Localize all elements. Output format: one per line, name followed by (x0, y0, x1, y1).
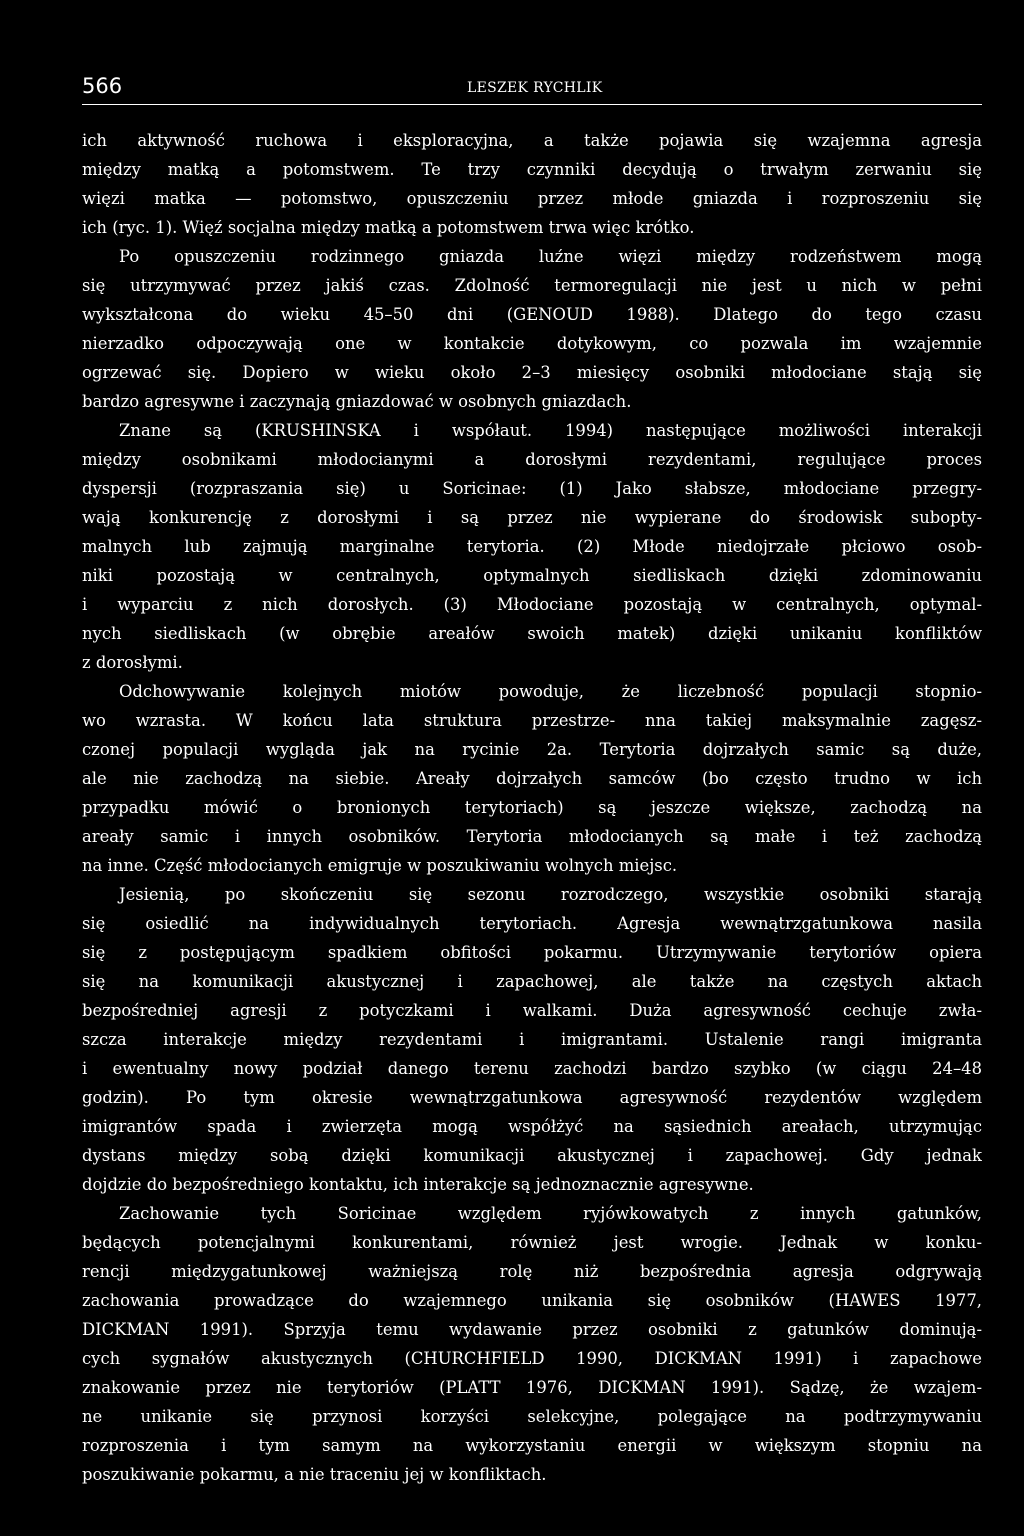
text-line: rozproszenia i tym samym na wykorzystaniu energii w większym stopniu na (82, 1436, 982, 1455)
text-line: czonej populacji wygląda jak na rycinie 2a. Terytoria dojrzałych samic są duże, (82, 740, 982, 759)
text-line: dojdzie do bezpośredniego kontaktu, ich interakcje są jednoznacznie agresywne. (82, 1175, 754, 1194)
text-line: wo wzrasta. W końcu lata struktura przestrze- nna takiej maksymalnie zagęsz- (82, 711, 982, 730)
text-line: z dorosłymi. (82, 653, 183, 672)
text-line: wykształcona do wieku 45–50 dni (GENOUD 1988). Dlatego do tego czasu (82, 305, 982, 324)
text-line: nierzadko odpoczywają one w kontakcie dotykowym, co pozwala im wzajemnie (82, 334, 982, 353)
text-line: niki pozostają w centralnych, optymalnych siedliskach dzięki zdominowaniu (82, 566, 982, 585)
text-line: Po opuszczeniu rodzinnego gniazda luźne więzi między rodzeństwem mogą (119, 247, 982, 266)
text-line: na inne. Część młodocianych emigruje w poszukiwaniu wolnych miejsc. (82, 856, 678, 875)
text-line: ich (ryc. 1). Więź socjalna między matką a potomstwem trwa więc krótko. (82, 218, 695, 237)
text-line: ne unikanie się przynosi korzyści selekcyjne, polegające na podtrzymywaniu (82, 1407, 982, 1426)
page-header (82, 72, 982, 105)
text-line: szcza interakcje między rezydentami i imigrantami. Ustalenie rangi imigranta (82, 1030, 982, 1049)
text-line: malnych lub zajmują marginalne terytoria. (2) Młode niedojrzałe płciowo osob- (82, 537, 982, 556)
text-line: cych sygnałów akustycznych (CHURCHFIELD 1990, DICKMAN 1991) i zapachowe (82, 1349, 982, 1368)
text-line: wają konkurencję z dorosłymi i są przez nie wypierane do środowisk subopty- (82, 508, 982, 527)
running-head: LESZEK RYCHLIK (467, 80, 603, 96)
text-line: i ewentualny nowy podział danego terenu zachodzi bardzo szybko (w ciągu 24–48 (82, 1059, 982, 1078)
text-line: się na komunikacji akustycznej i zapachowej, ale także na częstych aktach (82, 972, 982, 991)
text-line: się z postępującym spadkiem obfitości pokarmu. Utrzymywanie terytoriów opiera (82, 943, 982, 962)
body-text (82, 126, 982, 1489)
text-line: Jesienią, po skończeniu się sezonu rozrodczego, wszystkie osobniki starają (119, 885, 982, 904)
text-line: imigrantów spada i zwierzęta mogą współżyć na sąsiednich areałach, utrzymując (82, 1117, 982, 1136)
text-line: się utrzymywać przez jakiś czas. Zdolność termoregulacji nie jest u nich w pełni (82, 276, 982, 295)
text-line: dystans między sobą dzięki komunikacji akustycznej i zapachowej. Gdy jednak (82, 1146, 982, 1165)
text-line: Zachowanie tych Soricinae względem ryjówkowatych z innych gatunków, (119, 1204, 982, 1223)
text-line: przypadku mówić o bronionych terytoriach) są jeszcze większe, zachodzą na (82, 798, 982, 817)
text-line: Odchowywanie kolejnych miotów powoduje, że liczebność populacji stopnio- (119, 682, 982, 701)
text-line: między matką a potomstwem. Te trzy czynniki decydują o trwałym zerwaniu się (82, 160, 982, 179)
text-line: i wyparciu z nich dorosłych. (3) Młodociane pozostają w centralnych, optymal- (82, 595, 982, 614)
text-line: rencji międzygatunkowej ważniejszą rolę niż bezpośrednia agresja odgrywają (82, 1262, 982, 1281)
text-line: Znane są (KRUSHINSKA i współaut. 1994) następujące możliwości interakcji (119, 421, 982, 440)
text-line: DICKMAN 1991). Sprzyja temu wydawanie przez osobniki z gatunków dominują- (82, 1320, 982, 1339)
text-line: dyspersji (rozpraszania się) u Soricinae: (1) Jako słabsze, młodociane przegry- (82, 479, 982, 498)
text-line: nych siedliskach (w obrębie areałów swoich matek) dzięki unikaniu konfliktów (82, 624, 982, 643)
text-line: areały samic i innych osobników. Terytoria młodocianych są małe i też zachodzą (82, 827, 982, 846)
text-line: poszukiwanie pokarmu, a nie traceniu jej w konfliktach. (82, 1465, 547, 1484)
text-line: bardzo agresywne i zaczynają gniazdować w osobnych gniazdach. (82, 392, 632, 411)
text-line: ich aktywność ruchowa i eksploracyjna, a także pojawia się wzajemna agresja (82, 131, 982, 150)
text-line: zachowania prowadzące do wzajemnego unikania się osobników (HAWES 1977, (82, 1291, 982, 1310)
text-line: bezpośredniej agresji z potyczkami i walkami. Duża agresywność cechuje zwła- (82, 1001, 982, 1020)
text-line: ale nie zachodzą na siebie. Areały dojrzałych samców (bo często trudno w ich (82, 769, 982, 788)
page-number: 566 (82, 74, 123, 98)
text-line: więzi matka — potomstwo, opuszczeniu przez młode gniazda i rozproszeniu się (82, 189, 982, 208)
text-line: znakowanie przez nie terytoriów (PLATT 1976, DICKMAN 1991). Sądzę, że wzajem- (82, 1378, 982, 1397)
text-line: się osiedlić na indywidualnych terytoriach. Agresja wewnątrzgatunkowa nasila (82, 914, 982, 933)
text-line: między osobnikami młodocianymi a dorosłymi rezydentami, regulujące proces (82, 450, 982, 469)
text-line: godzin). Po tym okresie wewnątrzgatunkowa agresywność rezydentów względem (82, 1088, 982, 1107)
text-line: będących potencjalnymi konkurentami, również jest wrogie. Jednak w konku- (82, 1233, 982, 1252)
text-line: ogrzewać się. Dopiero w wieku około 2–3 miesięcy osobniki młodociane stają się (82, 363, 982, 382)
